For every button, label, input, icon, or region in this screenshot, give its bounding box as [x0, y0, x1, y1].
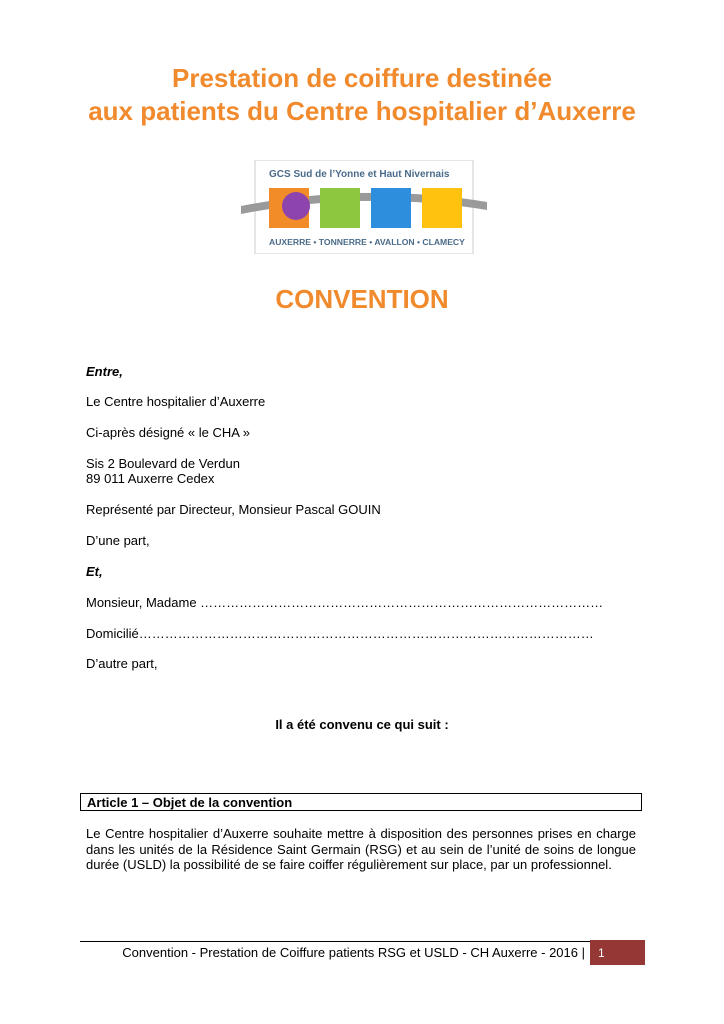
address-line-1: Sis 2 Boulevard de Verdun [86, 456, 240, 471]
footer-divider [80, 941, 590, 942]
document-title [0, 62, 724, 128]
party2-domicile-field: Domicilié…………………………………………………………………………………………… [86, 626, 594, 641]
une-part: D’une part, [86, 533, 150, 548]
article-1-heading-box [80, 793, 642, 811]
gcs-logo [241, 160, 487, 254]
page-number: 1 [598, 946, 605, 960]
article-1-title: Article 1 – Objet de la convention [87, 795, 293, 810]
et-label: Et, [86, 564, 103, 579]
autre-part: D’autre part, [86, 656, 158, 671]
party1-alias: Ci-après désigné « le CHA » [86, 425, 251, 440]
logo-bottom-text: AUXERRE • TONNERRE • AVALLON • CLAMECY [269, 237, 465, 247]
article-1-text: Le Centre hospitalier d’Auxerre souhaite mettre à disposition des personnes prises en charge dans les unités de la Résidence Saint Germain (RSG) et au sein de l’unité de soins de longue durée (USLD) la possibilité de se faire coiffer régulièrement sur place, par un professionnel. [86, 826, 636, 872]
title-line-2: aux patients du Centre hospitalier d’Auxerre [88, 96, 636, 126]
party2-name-field: Monsieur, Madame ………………………………………………………………………………… [86, 595, 604, 610]
logo-top-text: GCS Sud de l’Yonne et Haut Nivernais [269, 169, 450, 180]
convenu-statement: Il a été convenu ce qui suit : [275, 717, 449, 732]
title-line-1: Prestation de coiffure destinée [172, 63, 552, 93]
footer-text: Convention - Prestation de Coiffure patients RSG et USLD - CH Auxerre - 2016 | [122, 945, 585, 960]
party1-name: Le Centre hospitalier d’Auxerre [86, 394, 266, 409]
address-line-2: 89 011 Auxerre Cedex [86, 471, 215, 486]
represented-by: Représenté par Directeur, Monsieur Pascal GOUIN [86, 502, 381, 517]
page-number-badge [590, 940, 645, 965]
convention-heading: CONVENTION [275, 284, 449, 314]
entre-label: Entre, [86, 364, 123, 379]
